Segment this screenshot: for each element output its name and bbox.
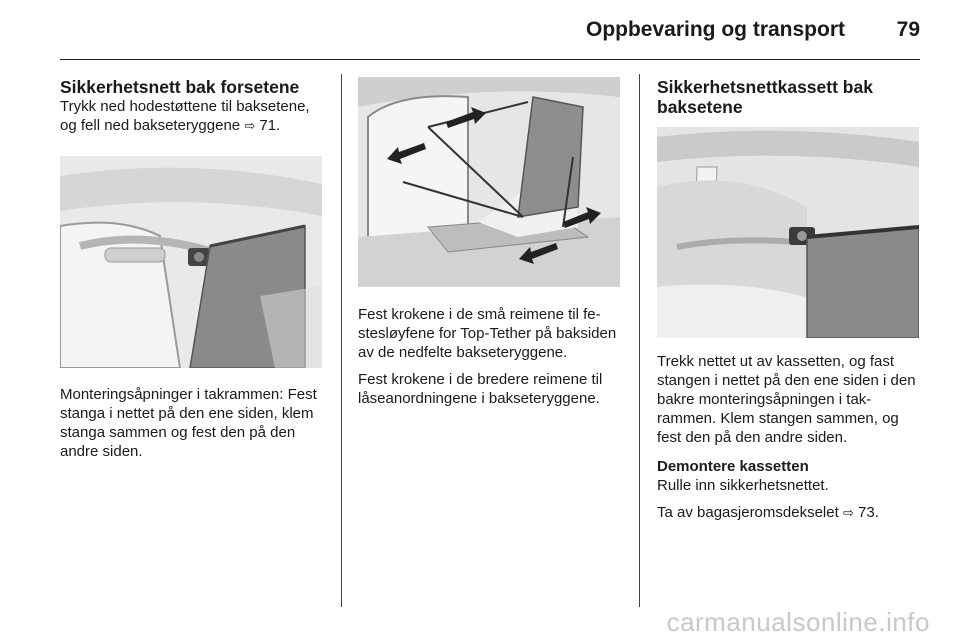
roof-mounting-figure (60, 156, 322, 368)
middle-paragraph-1: Fest krokene i de små reimene til festesløyfene for Top-Tether på baksiden av de nedfelte bakseteryggene. (358, 306, 617, 361)
subheading-remove-cassette: Demontere kassetten (657, 458, 809, 475)
page-number: 79 (896, 18, 920, 41)
left-column (60, 77, 325, 461)
middle-paragraph-2: Fest krokene i de bredere reimene til låseanordningene i bakseteryggene. (358, 371, 603, 407)
figure-caption: Monteringsåpninger i takrammen: Fest stanga i nettet på den ene siden, klem stanga sammen og fest den på den andre siden. (60, 386, 317, 460)
top-tether-figure (358, 77, 620, 287)
column-divider-1 (341, 74, 342, 607)
middle-column (358, 77, 623, 408)
cassette-figure (657, 127, 919, 338)
column-divider-2 (639, 74, 640, 607)
page-ref-icon: ⇨ (244, 118, 256, 133)
page-title: Oppbevaring og transport (585, 18, 845, 41)
right-paragraph-3: Ta av bagasjeromsdekselet ⇨ 73. (657, 504, 879, 521)
section-heading-cassette: Sikkerhetsnettkassett bak baksetene (657, 77, 873, 117)
page-ref-icon: ⇨ (842, 505, 854, 520)
watermark: carmanualsonline.info (666, 607, 930, 637)
right-paragraph-2: Rulle inn sikkerhetsnettet. (657, 477, 829, 494)
header-rule (60, 59, 920, 60)
intro-text: Trykk ned hodestøttene til baksetene, og fell ned bakseteryggene ⇨ 71. (60, 98, 310, 134)
right-column (657, 77, 922, 522)
right-paragraph-1: Trekk nettet ut av kassetten, og fast stangen i nettet på den ene siden i den bakre monteringsåpningen i takrammen. Klem stangen sammen, og fest den på den andre siden. (657, 353, 916, 446)
section-heading: Sikkerhetsnett bak forsetene (60, 77, 300, 97)
